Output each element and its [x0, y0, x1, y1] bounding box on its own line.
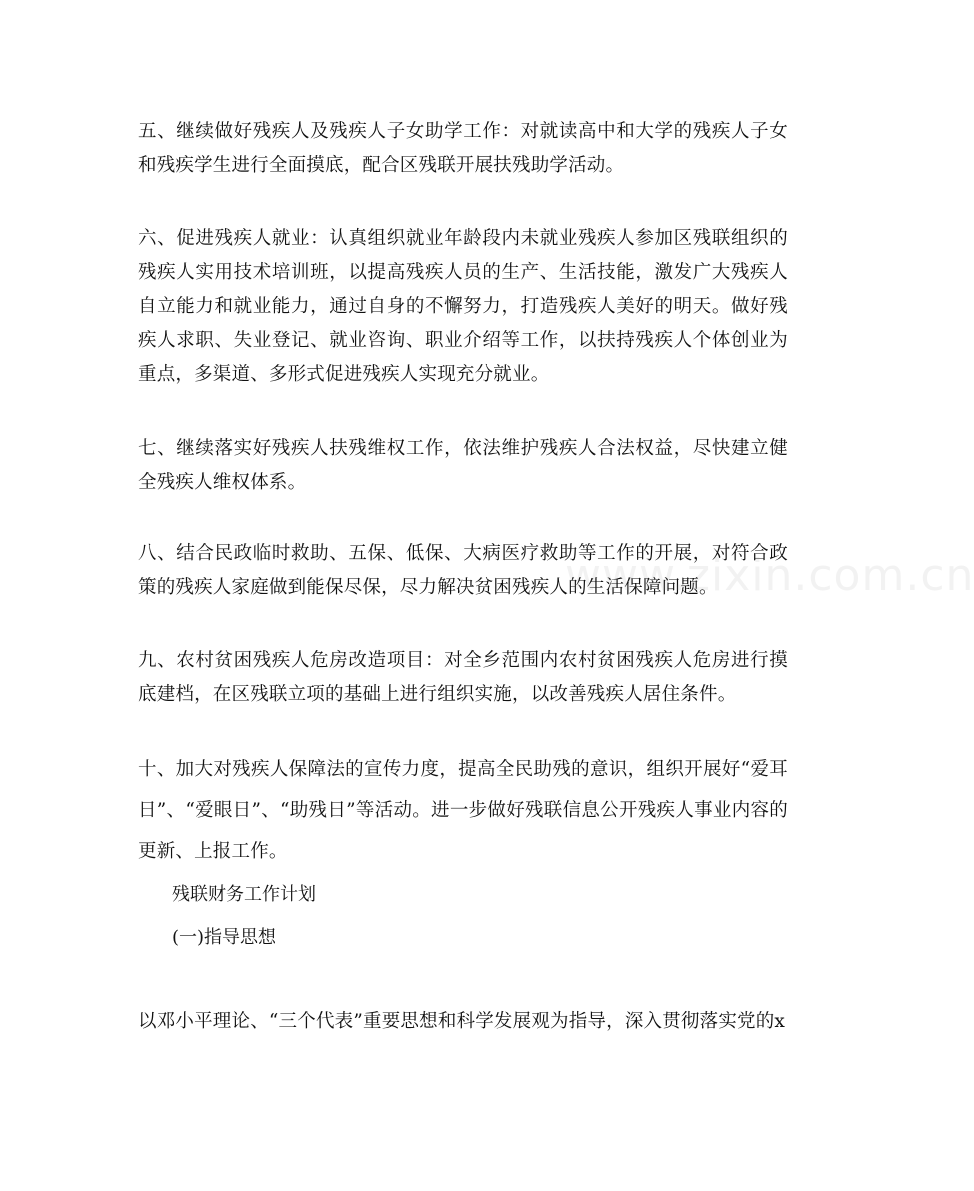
paragraph-8: 八、结合民政临时救助、五保、低保、大病医疗救助等工作的开展，对符合政策的残疾人家庭做到能保尽保，尽力解决贫困残疾人的生活保障问题。	[138, 543, 788, 598]
subsection-title: (一)指导思想	[172, 927, 277, 948]
paragraph-6: 六、促进残疾人就业：认真组织就业年龄段内未就业残疾人参加区残联组织的残疾人实用技术培训班，以提高残疾人员的生产、生活技能，激发广大残疾人自立能力和就业能力，通过自身的不懈努力，打造残疾人美好的明天。做好残疾人求职、失业登记、就业咨询、职业介绍等工作，以扶持残疾人个体创业为重点，多渠道、多形式促进残疾人实现充分就业。	[138, 228, 788, 385]
paragraph-10: 十、加大对残疾人保障法的宣传力度，提高全民助残的意识，组织开展好“爱耳日”、“爱眼日”、“助残日”等活动。进一步做好残联信息公开残疾人事业内容的更新、上报工作。	[138, 759, 788, 862]
section-title: 残联财务工作计划	[172, 884, 316, 905]
paragraph-5: 五、继续做好残疾人及残疾人子女助学工作：对就读高中和大学的残疾人子女和残疾学生进行全面摸底，配合区残联开展扶残助学活动。	[138, 121, 788, 176]
paragraph-7: 七、继续落实好残疾人扶残维权工作，依法维护残疾人合法权益，尽快建立健全残疾人维权体系。	[138, 438, 788, 493]
paragraph-9: 九、农村贫困残疾人危房改造项目：对全乡范围内农村贫困残疾人危房进行摸底建档，在区残联立项的基础上进行组织实施，以改善残疾人居住条件。	[138, 650, 788, 705]
watermark: www.zixin.com.cn	[565, 550, 974, 601]
last-paragraph: 以邓小平理论、“三个代表”重要思想和科学发展观为指导，深入贯彻落实党的x	[138, 1011, 786, 1032]
